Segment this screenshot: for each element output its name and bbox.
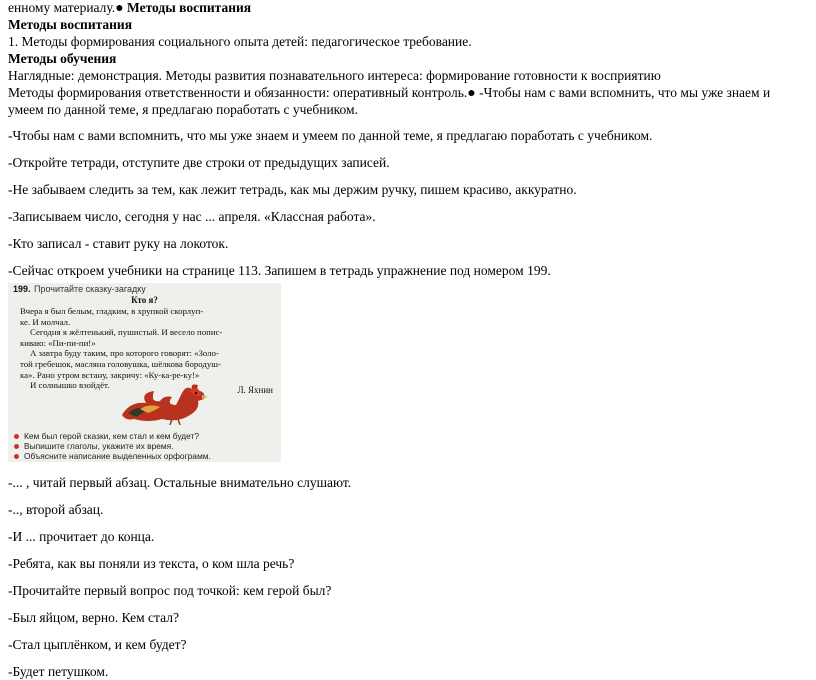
story-line: Вчера я был белым, гладким, в хрупкой скорлуп- — [20, 306, 204, 316]
red-bullet-icon — [14, 444, 19, 449]
paragraph: -Записываем число, сегодня у нас ... апреля. «Классная работа». — [8, 209, 376, 224]
exercise-instruction: Прочитайте сказку-загадку — [34, 284, 146, 294]
story-line: ке. И молчал. — [20, 316, 71, 327]
story-line: ка». Рано утром встану, закричу: «Ку-ка-ре-ку!» — [20, 369, 200, 380]
heading-fragment: Методы воспитания — [123, 0, 252, 15]
paragraph: -Ребята, как вы поняли из текста, о ком шла речь? — [8, 556, 295, 571]
heading-education-methods: Методы воспитания — [8, 17, 133, 32]
text-line — [8, 84, 770, 102]
header-line-1 — [8, 0, 251, 17]
exercise-number: 199. — [13, 284, 31, 294]
question-text: Кем был герой сказки, кем стал и кем будет? — [24, 431, 200, 441]
paragraph: -Не забываем следить за тем, как лежит тетрадь, как мы держим ручку, пишем красиво, аккуратно. — [8, 182, 577, 197]
paragraph: -Чтобы нам с вами вспомнить, что мы уже знаем и умеем по данной теме, я предлагаю поработать с учебником. — [8, 128, 653, 143]
textbook-exercise-image — [8, 283, 281, 462]
paragraph: -Будет петушком. — [8, 664, 109, 679]
story-line: А завтра буду таким, про которого говорят: «Золо- — [30, 348, 219, 359]
question-item — [14, 431, 199, 441]
red-bullet-icon — [14, 434, 19, 439]
story-title: Кто я? — [131, 295, 158, 305]
paragraph: -Был яйцом, верно. Кем стал? — [8, 610, 179, 625]
story-line: Сегодня я жёлтенький, пушистый. И весело попис- — [30, 327, 223, 338]
heading-teaching-methods: Методы обучения — [8, 51, 117, 66]
red-bullet-icon — [14, 454, 19, 459]
paragraph: -И ... прочитает до конца. — [8, 529, 155, 544]
story-line: той гребешок, масляна головушка, шёлкова бородуш- — [20, 358, 221, 369]
paragraph: -Стал цыплёнком, и кем будет? — [8, 637, 187, 652]
bullet-icon: ● — [467, 86, 476, 101]
rooster-illustration-icon — [120, 379, 210, 425]
question-item — [14, 451, 211, 461]
story-line: киваю: «Пи-пи-пи!» — [20, 337, 96, 348]
paragraph: -Прочитайте первый вопрос под точкой: кем герой был? — [8, 583, 332, 598]
text-line: умеем по данной теме, я предлагаю поработать с учебником. — [8, 102, 358, 117]
text-fragment: Методы формирования ответственности и обязанности: оперативный контроль. — [8, 85, 468, 100]
paragraph: -Сейчас откроем учебники на странице 113. Запишем в тетрадь упражнение под номером 199. — [8, 263, 551, 278]
question-text: Объясните написание выделенных орфограмм. — [24, 451, 211, 461]
text-fragment: -Чтобы нам с вами вспомнить, что мы уже знаем и — [475, 85, 771, 100]
text-line: 1. Методы формирования социального опыта детей: педагогическое требование. — [8, 34, 472, 49]
question-text: Выпишите глаголы, укажите их время. — [24, 441, 174, 451]
text-line: Наглядные: демонстрация. Методы развития познавательного интереса: формирование готовности к восприятию — [8, 68, 661, 83]
paragraph: -... , читай первый абзац. Остальные внимательно слушают. — [8, 475, 352, 490]
paragraph: -Откройте тетради, отступите две строки от предыдущих записей. — [8, 155, 390, 170]
text-fragment: енному материалу. — [8, 0, 116, 15]
paragraph: -.., второй абзац. — [8, 502, 104, 517]
paragraph: -Кто записал - ставит руку на локоток. — [8, 236, 229, 251]
story-author: Л. Яхнин — [237, 385, 273, 395]
bullet-icon: ● — [115, 1, 124, 16]
story-line: И солнышко взойдёт. — [30, 380, 110, 391]
question-item — [14, 441, 174, 451]
